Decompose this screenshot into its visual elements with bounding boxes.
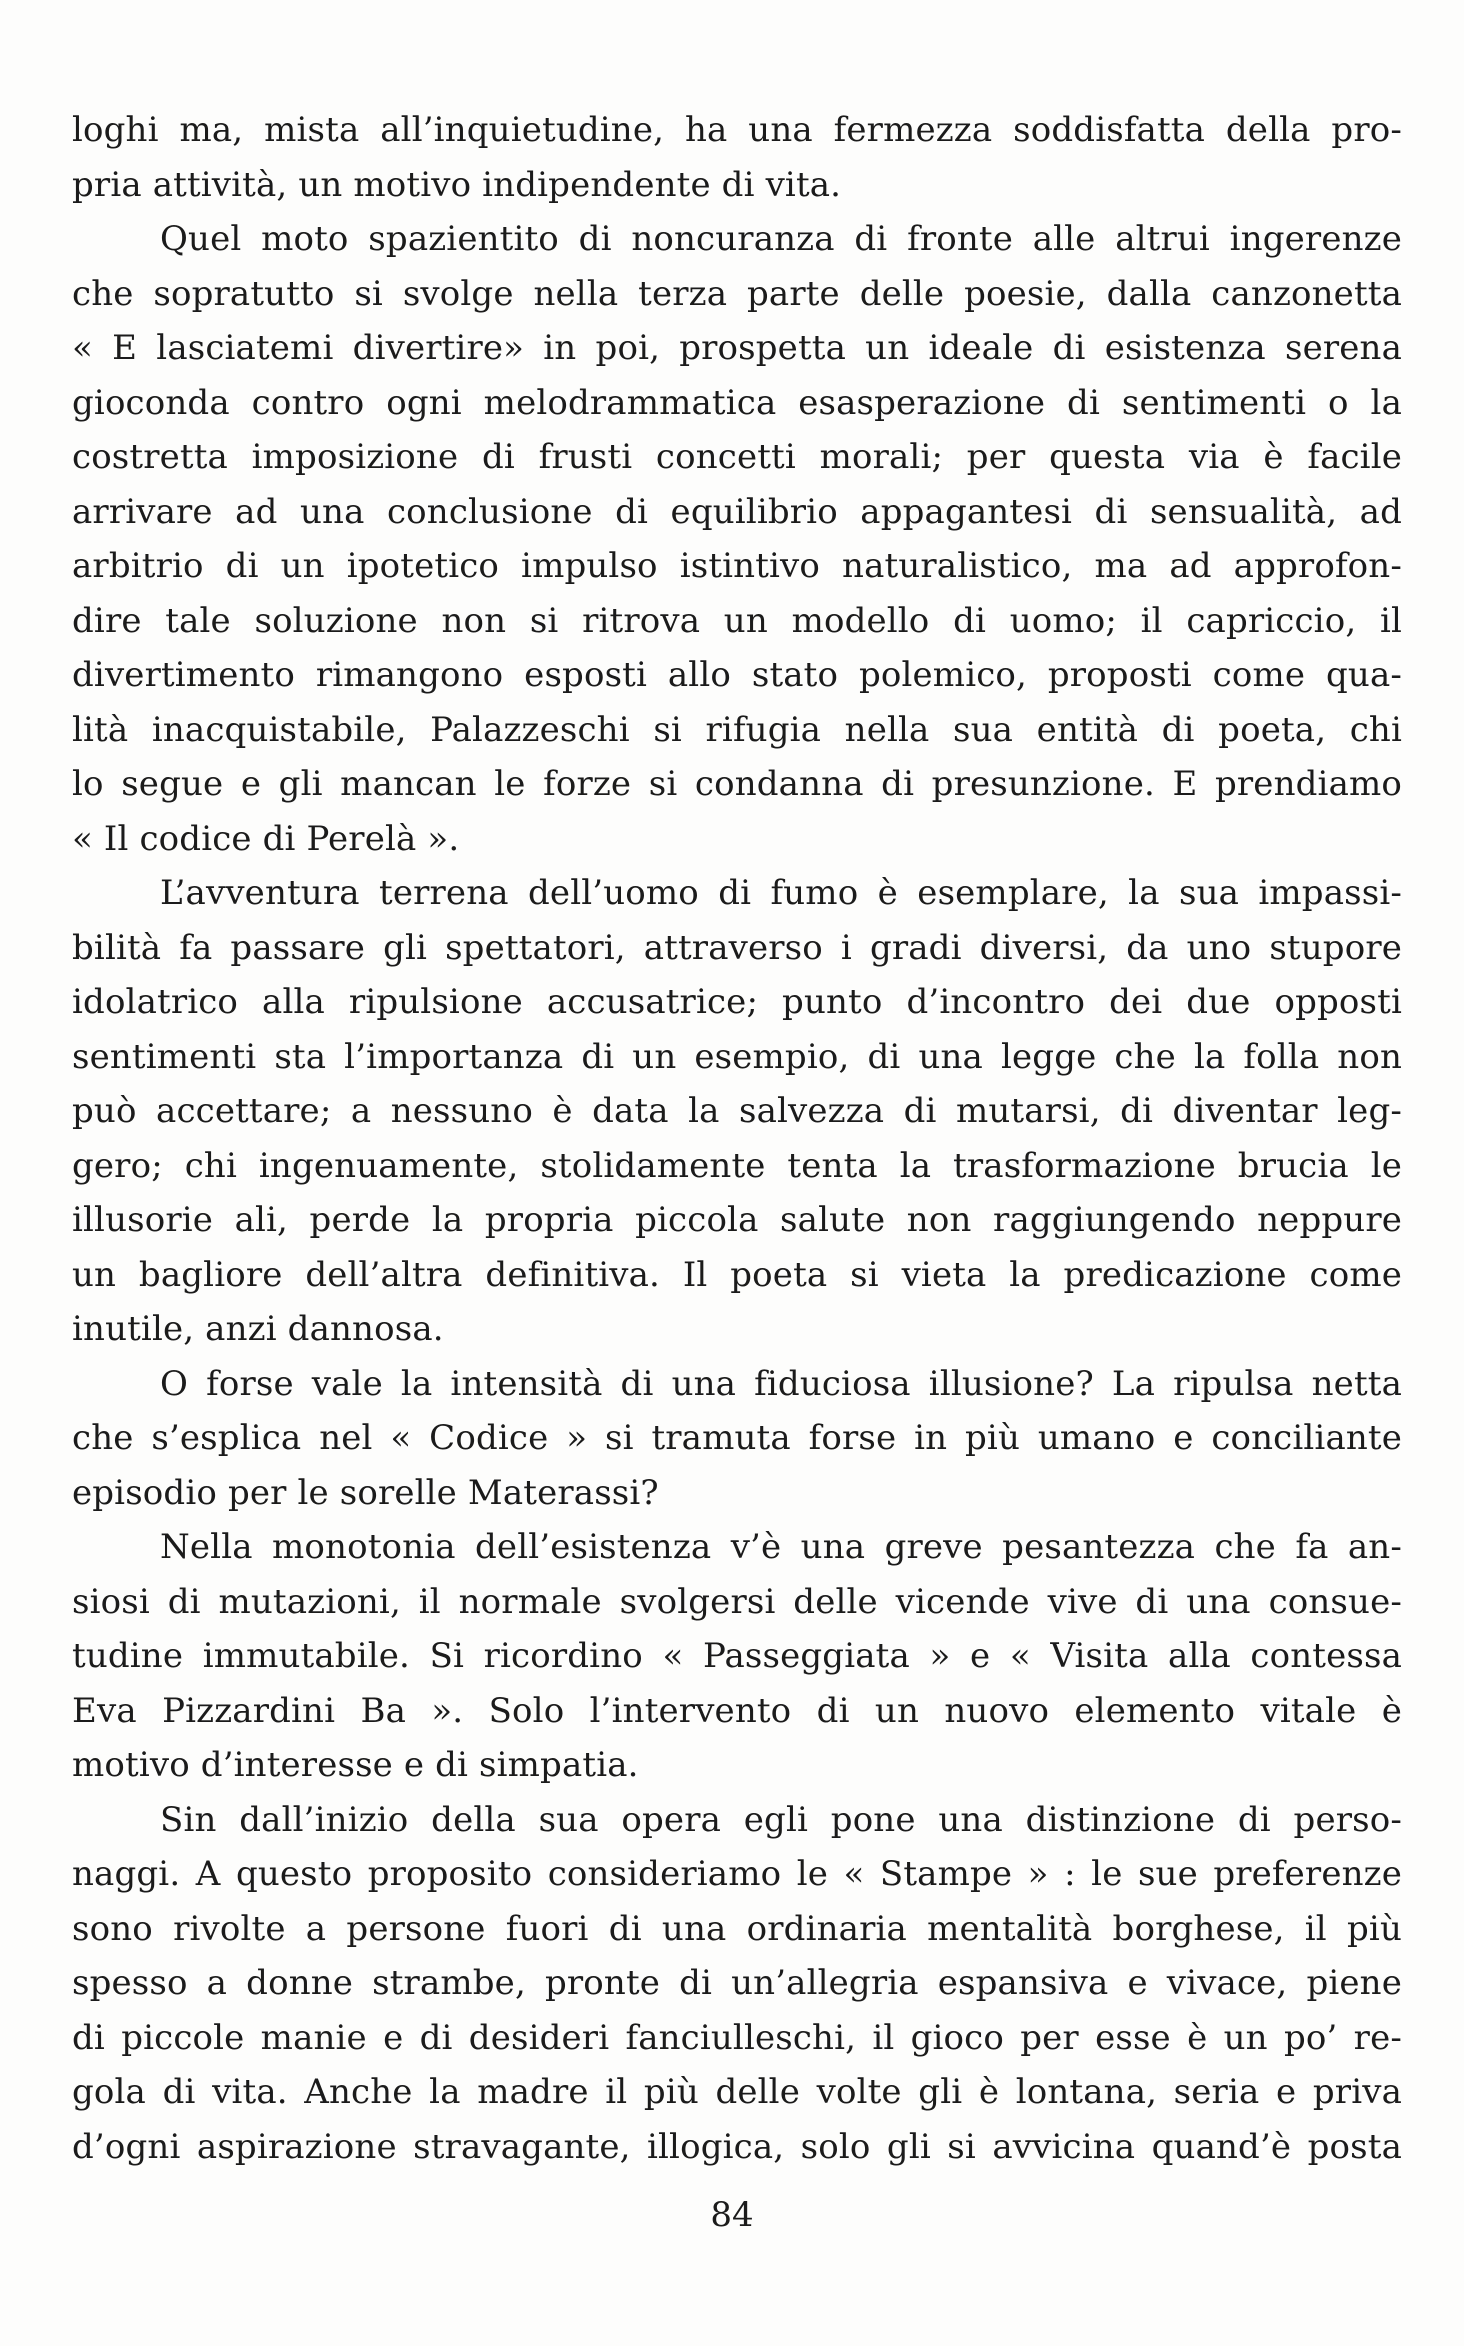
text-line: motivo d’interesse e di simpatia. [72, 1745, 639, 1785]
text-line: gola di vita. Anche la madre il più delle volte gli è lontana, seria e priva [72, 2072, 1402, 2112]
text-line: sono rivolte a persone fuori di una ordinaria mentalità borghese, il più [72, 1908, 1402, 1949]
text-line: « Il codice di Perelà ». [72, 818, 460, 859]
text-line: dire tale soluzione non si ritrova un modello di uomo; il capriccio, il [72, 600, 1402, 641]
text-line: gero; chi ingenuamente, stolidamente tenta la trasformazione brucia le [72, 1145, 1402, 1186]
page-number: 84 [710, 2195, 754, 2235]
body-text [72, 103, 1402, 2174]
text-line: tudine immutabile. Si ricordino « Passeggiata » e « Visita alla contessa [72, 1636, 1402, 1676]
text-line: sentimenti sta l’importanza di un esempio, di una legge che la folla non [72, 1036, 1402, 1077]
text-line: Eva Pizzardini Ba ». Solo l’intervento di un nuovo elemento vitale è [72, 1690, 1402, 1731]
text-line: bilità fa passare gli spettatori, attraverso i gradi diversi, da uno stupore [72, 927, 1402, 968]
text-line: Quel moto spazientito di noncuranza di fronte alle altrui ingerenze [160, 219, 1402, 259]
text-line: può accettare; a nessuno è data la salvezza di mutarsi, di diventar leg- [72, 1091, 1402, 1131]
text-line: che sopratutto si svolge nella terza parte delle poesie, dalla canzonetta [72, 273, 1402, 314]
text-line: un bagliore dell’altra definitiva. Il poeta si vieta la predicazione come [72, 1254, 1402, 1295]
text-line: arbitrio di un ipotetico impulso istintivo naturalistico, ma ad approfon- [72, 546, 1402, 586]
text-line: costretta imposizione di frusti concetti morali; per questa via è facile [72, 437, 1402, 477]
text-line: naggi. A questo proposito consideriamo le « Stampe » : le sue preferenze [72, 1854, 1402, 1894]
text-line: gioconda contro ogni melodrammatica esasperazione di sentimenti o la [72, 382, 1402, 423]
text-line: arrivare ad una conclusione di equilibrio appagantesi di sensualità, ad [72, 491, 1402, 532]
text-line: Sin dall’inizio della sua opera egli pone una distinzione di perso- [160, 1799, 1402, 1840]
text-line: divertimento rimangono esposti allo stato polemico, proposti come qua- [72, 655, 1402, 695]
text-line: illusorie ali, perde la propria piccola salute non raggiungendo neppure [72, 1200, 1402, 1240]
text-line: O forse vale la intensità di una fiduciosa illusione? La ripulsa netta [160, 1363, 1402, 1404]
text-line: « E lasciatemi divertire» in poi, prospetta un ideale di esistenza serena [72, 328, 1402, 368]
text-line: loghi ma, mista all’inquietudine, ha una fermezza soddisfatta della pro- [72, 110, 1402, 150]
text-line: episodio per le sorelle Materassi? [72, 1472, 659, 1513]
text-line: L’avventura terrena dell’uomo di fumo è esemplare, la sua impassi- [160, 873, 1402, 913]
text-line: pria attività, un motivo indipendente di vita. [72, 164, 842, 205]
text-line: lo segue e gli mancan le forze si condanna di presunzione. E prendiamo [72, 764, 1402, 804]
text-line: idolatrico alla ripulsione accusatrice; punto d’incontro dei due opposti [72, 982, 1402, 1022]
text-line: lità inacquistabile, Palazzeschi si rifugia nella sua entità di poeta, chi [72, 709, 1402, 750]
text-line: che s’esplica nel « Codice » si tramuta forse in più umano e conciliante [72, 1418, 1402, 1458]
text-line: siosi di mutazioni, il normale svolgersi delle vicende vive di una consue- [72, 1581, 1402, 1622]
text-line: spesso a donne strambe, pronte di un’allegria espansiva e vivace, piene [72, 1963, 1402, 2003]
text-line: d’ogni aspirazione stravagante, illogica, solo gli si avvicina quand’è posta [72, 2126, 1402, 2167]
text-line: Nella monotonia dell’esistenza v’è una greve pesantezza che fa an- [160, 1527, 1402, 1567]
text-line: di piccole manie e di desideri fanciulleschi, il gioco per esse è un po’ re- [72, 2017, 1402, 2058]
text-line: inutile, anzi dannosa. [72, 1309, 444, 1349]
